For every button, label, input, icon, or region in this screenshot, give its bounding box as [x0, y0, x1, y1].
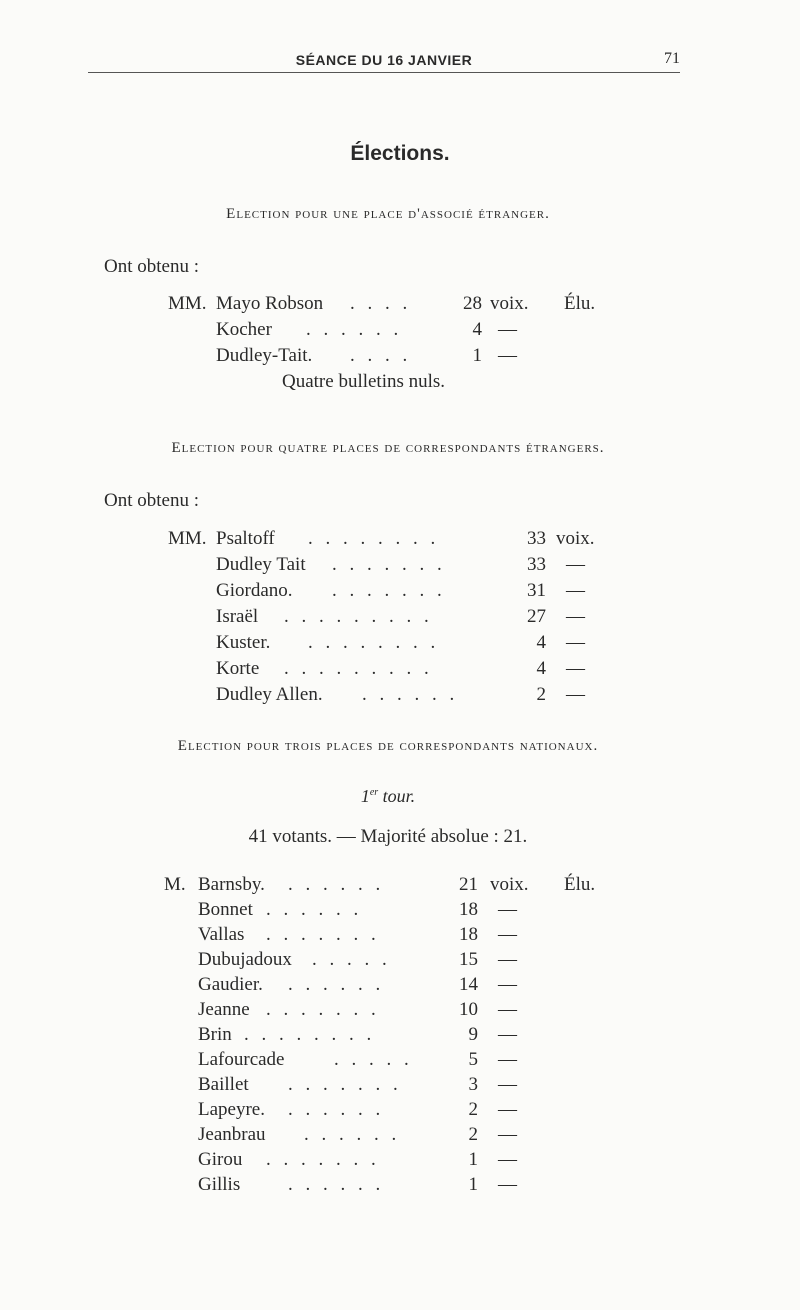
- candidate-name: Jeanne: [198, 999, 250, 1020]
- section-heading-associe: Election pour une place d'associé étranger.: [226, 206, 550, 222]
- vote-unit: —: [566, 580, 585, 601]
- vote-unit: —: [498, 924, 517, 945]
- vote-unit: —: [498, 974, 517, 995]
- vote-count: 21: [459, 874, 478, 895]
- vote-unit: —: [498, 899, 517, 920]
- leader-dots: . . . . . . . .: [244, 1024, 376, 1045]
- list-item: [164, 999, 634, 1023]
- vote-unit: voix.: [556, 528, 595, 549]
- leader-dots: . . . . . . .: [288, 1074, 402, 1095]
- list-item: [168, 528, 628, 552]
- vote-unit: —: [498, 999, 517, 1020]
- vote-unit: voix.: [490, 874, 529, 895]
- round-word: tour.: [382, 786, 416, 806]
- vote-unit: —: [498, 1099, 517, 1120]
- candidate-name: Jeanbrau: [198, 1124, 266, 1145]
- vote-unit: —: [498, 1149, 517, 1170]
- list-item: [164, 1049, 634, 1073]
- candidate-name: Bonnet: [198, 899, 253, 920]
- vote-count: 15: [459, 949, 478, 970]
- leader-dots: . . . . .: [334, 1049, 413, 1070]
- leader-dots: . . . . . . . .: [308, 632, 440, 653]
- candidate-name: Girou: [198, 1149, 243, 1170]
- section-heading-correspondants-etrangers: Election pour quatre places de correspondants étrangers.: [171, 440, 605, 456]
- null-ballots-note: Quatre bulletins nuls.: [282, 371, 446, 392]
- vote-unit: —: [498, 1174, 517, 1195]
- list-item: [168, 319, 628, 343]
- leader-dots: . . . . . . .: [332, 554, 446, 575]
- list-item: [164, 1149, 634, 1173]
- candidate-name: Vallas: [198, 924, 245, 945]
- leader-dots: . . . . . .: [288, 1099, 385, 1120]
- leader-dots: . . . . . .: [288, 874, 385, 895]
- vote-unit: —: [566, 658, 585, 679]
- list-item: [164, 874, 634, 898]
- vote-count: 4: [536, 658, 546, 679]
- candidate-name: Israël: [216, 606, 259, 627]
- election-result: Élu.: [564, 874, 596, 895]
- vote-count: 2: [468, 1124, 478, 1145]
- leader-dots: . . . . . .: [362, 684, 459, 705]
- vote-count: 1: [468, 1174, 478, 1195]
- vote-unit: —: [498, 345, 517, 366]
- list-item: [164, 1174, 634, 1198]
- vote-count: 18: [459, 924, 478, 945]
- list-item: [164, 899, 634, 923]
- leader-dots: . . . .: [350, 345, 412, 366]
- list-item: [168, 606, 628, 630]
- vote-unit: —: [566, 606, 585, 627]
- candidate-name: Dudley Allen.: [216, 684, 323, 705]
- vote-count: 2: [468, 1099, 478, 1120]
- list-item: [164, 1074, 634, 1098]
- page-number: 71: [664, 50, 680, 67]
- vote-count: 3: [468, 1074, 478, 1095]
- candidate-name: Lafourcade: [198, 1049, 285, 1070]
- intro-label: Ont obtenu :: [104, 490, 199, 511]
- vote-count: 33: [527, 554, 546, 575]
- leader-dots: . . . . . . .: [332, 580, 446, 601]
- candidate-name: Gaudier.: [198, 974, 263, 995]
- leader-dots: . . . . . .: [306, 319, 403, 340]
- leader-dots: . . . . . . .: [266, 1149, 380, 1170]
- list-item: [168, 632, 628, 656]
- honorific-prefix: M.: [164, 874, 186, 895]
- leader-dots: . . . . . . .: [266, 999, 380, 1020]
- vote-unit: voix.: [490, 293, 529, 314]
- vote-unit: —: [566, 554, 585, 575]
- list-item: [168, 554, 628, 578]
- list-item: [168, 684, 628, 708]
- candidate-name: Dudley Tait: [216, 554, 306, 575]
- honorific-prefix: MM.: [168, 293, 207, 314]
- majority-line: 41 votants. — Majorité absolue : 21.: [248, 826, 528, 847]
- candidate-name: Kocher: [216, 319, 272, 340]
- vote-unit: —: [498, 1124, 517, 1145]
- candidate-name: Brin: [198, 1024, 232, 1045]
- vote-count: 9: [468, 1024, 478, 1045]
- list-item: [168, 293, 628, 317]
- vote-unit: —: [498, 1049, 517, 1070]
- vote-count: 1: [468, 1149, 478, 1170]
- list-item: [164, 974, 634, 998]
- candidate-name: Dubujadoux: [198, 949, 292, 970]
- vote-count: 18: [459, 899, 478, 920]
- vote-count: 2: [536, 684, 546, 705]
- vote-unit: —: [498, 319, 517, 340]
- vote-unit: —: [566, 684, 585, 705]
- list-item: [164, 1099, 634, 1123]
- vote-count: 5: [468, 1049, 478, 1070]
- vote-count: 4: [536, 632, 546, 653]
- list-item: [168, 580, 628, 604]
- vote-unit: —: [498, 1074, 517, 1095]
- list-item: [168, 658, 628, 682]
- leader-dots: . . . . . .: [288, 1174, 385, 1195]
- candidate-name: Psaltoff: [216, 528, 275, 549]
- candidate-name: Giordano.: [216, 580, 293, 601]
- honorific-prefix: MM.: [168, 528, 207, 549]
- running-head: SÉANCE DU 16 JANVIER: [295, 52, 473, 68]
- list-item: [164, 924, 634, 948]
- vote-unit: —: [498, 1024, 517, 1045]
- round-label: [0, 786, 776, 807]
- leader-dots: . . . .: [350, 293, 412, 314]
- round-ordinal: er: [369, 787, 379, 798]
- vote-count: 10: [459, 999, 478, 1020]
- vote-count: 1: [472, 345, 482, 366]
- vote-count: 4: [472, 319, 482, 340]
- leader-dots: . . . . .: [312, 949, 391, 970]
- list-item: [164, 949, 634, 973]
- leader-dots: . . . . . . . .: [308, 528, 440, 549]
- list-item: [164, 1124, 634, 1148]
- candidate-name: Gillis: [198, 1174, 241, 1195]
- vote-unit: —: [566, 632, 585, 653]
- leader-dots: . . . . . .: [266, 899, 363, 920]
- candidate-name: Lapeyre.: [198, 1099, 265, 1120]
- leader-dots: . . . . . .: [288, 974, 385, 995]
- candidate-name: Mayo Robson: [216, 293, 324, 314]
- page-header: [88, 48, 680, 73]
- vote-count: 27: [527, 606, 546, 627]
- candidate-name: Baillet: [198, 1074, 249, 1095]
- page-title: Élections.: [350, 142, 450, 165]
- candidate-name: Dudley-Tait.: [216, 345, 313, 366]
- vote-count: 33: [527, 528, 546, 549]
- section-heading-correspondants-nationaux: Election pour trois places de correspondants nationaux.: [177, 738, 599, 754]
- vote-unit: —: [498, 949, 517, 970]
- election-result: Élu.: [564, 293, 596, 314]
- candidate-name: Korte: [216, 658, 260, 679]
- vote-count: 14: [459, 974, 478, 995]
- leader-dots: . . . . . . . . .: [284, 658, 433, 679]
- intro-label: Ont obtenu :: [104, 256, 199, 277]
- leader-dots: . . . . . . . . .: [284, 606, 433, 627]
- leader-dots: . . . . . .: [304, 1124, 401, 1145]
- leader-dots: . . . . . . .: [266, 924, 380, 945]
- candidate-name: Barnsby.: [198, 874, 265, 895]
- candidate-name: Kuster.: [216, 632, 271, 653]
- list-item: [168, 345, 628, 369]
- round-number: 1: [360, 786, 370, 806]
- vote-count: 28: [463, 293, 482, 314]
- list-item: [164, 1024, 634, 1048]
- vote-count: 31: [527, 580, 546, 601]
